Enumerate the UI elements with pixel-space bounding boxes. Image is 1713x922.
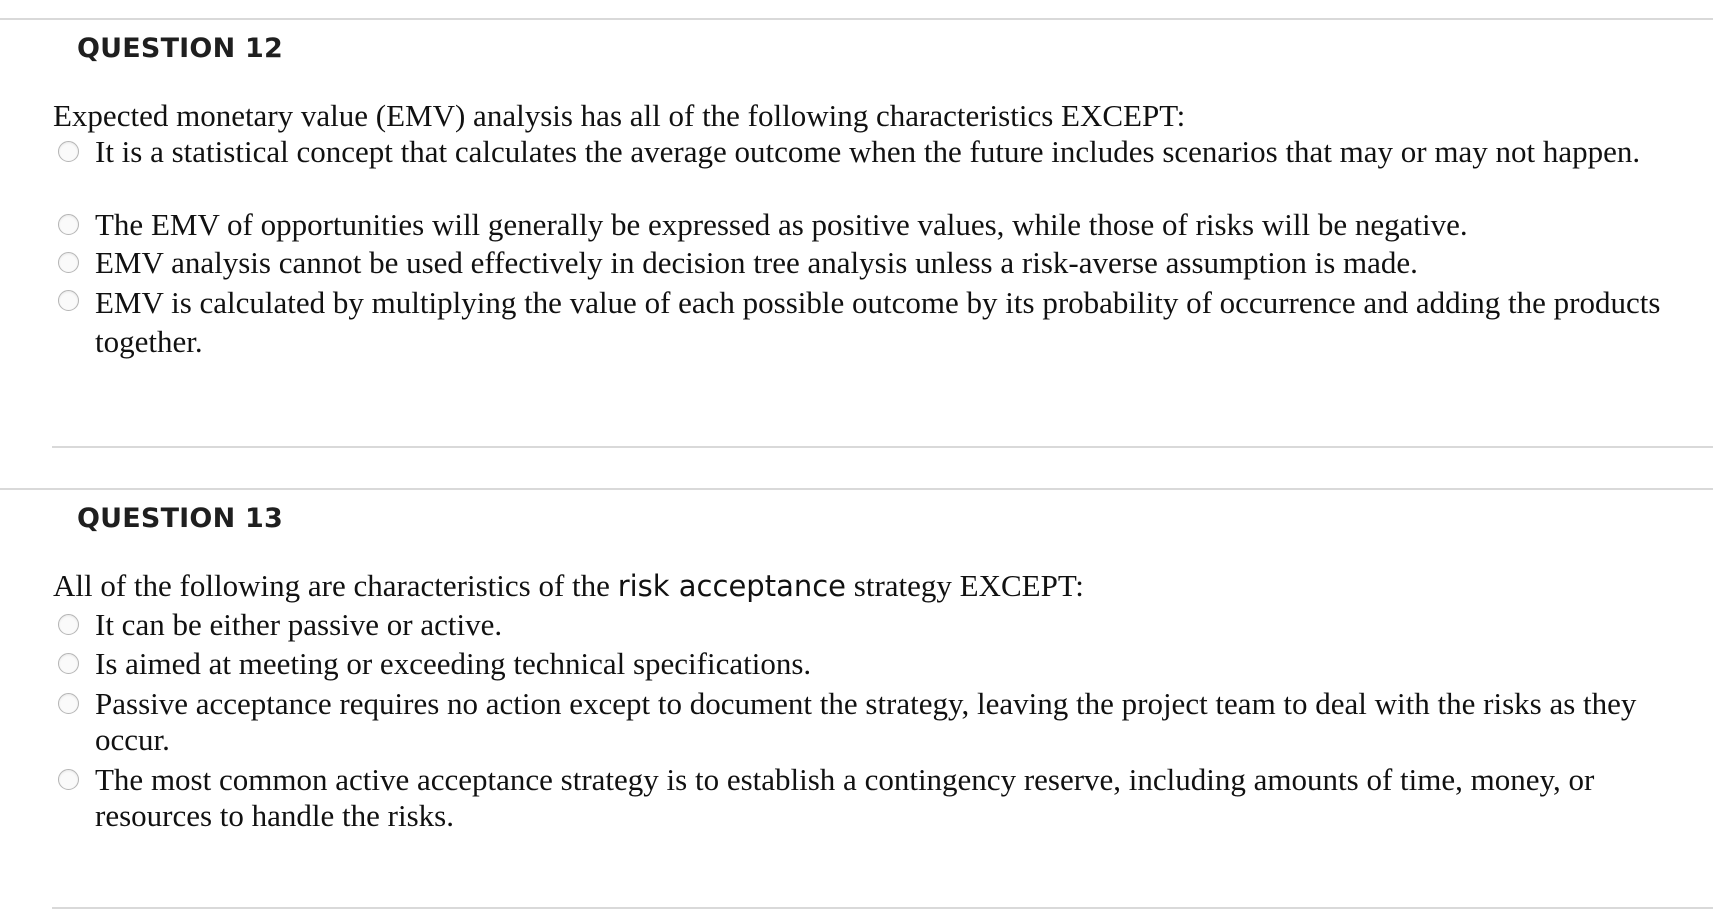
radio-button[interactable] (58, 653, 79, 674)
radio-button[interactable] (58, 214, 79, 235)
radio-button[interactable] (58, 290, 79, 311)
question-12-heading: QUESTION 12 (77, 33, 283, 64)
question-13-option-4[interactable] (53, 762, 1693, 834)
option-label: EMV analysis cannot be used effectively in decision tree analysis unless a risk-averse assumption is made. (95, 245, 1418, 280)
option-label: It can be either passive or active. (95, 607, 503, 642)
question-12-prompt-text: Expected monetary value (EMV) analysis has all of the following characteristics EXCEPT: (53, 98, 1186, 133)
question-13-option-1[interactable] (53, 607, 1693, 646)
question-12-option-1[interactable] (53, 134, 1693, 207)
question-13-top-divider (0, 488, 1713, 490)
option-label: The most common active acceptance strategy is to establish a contingency reserve, including amounts of time, money, or resources to handle the risks. (95, 762, 1595, 833)
question-13-options (53, 607, 1693, 834)
question-12-option-2[interactable] (53, 207, 1693, 245)
option-label: Is aimed at meeting or exceeding technical specifications. (95, 646, 812, 681)
question-12-options (53, 134, 1693, 361)
question-12-prompt (53, 98, 1185, 134)
radio-button[interactable] (58, 693, 79, 714)
radio-button[interactable] (58, 141, 79, 162)
question-13-option-2[interactable] (53, 646, 1693, 686)
top-divider (0, 18, 1713, 20)
question-13-heading: QUESTION 13 (77, 503, 283, 534)
question-13-prompt (53, 568, 1084, 604)
question-13-prompt-highlight: risk acceptance (617, 569, 847, 603)
question-12-option-4[interactable] (53, 283, 1693, 361)
option-label: Passive acceptance requires no action except to document the strategy, leaving the project team to deal with the risks as they occur. (95, 686, 1637, 757)
question-13-prompt-text-start: All of the following are characteristics of the (53, 568, 618, 603)
question-12-bottom-divider (52, 446, 1713, 448)
radio-button[interactable] (58, 769, 79, 790)
option-label: EMV is calculated by multiplying the value of each possible outcome by its probability of occurrence and adding the products together. (95, 285, 1661, 359)
question-12-option-3[interactable] (53, 245, 1693, 283)
radio-button[interactable] (58, 614, 79, 635)
question-13-option-3[interactable] (53, 686, 1693, 762)
question-13-prompt-text-end: strategy EXCEPT: (846, 568, 1084, 603)
option-label: It is a statistical concept that calculates the average outcome when the future includes scenarios that may or may not happen. (95, 134, 1641, 169)
option-label: The EMV of opportunities will generally be expressed as positive values, while those of risks will be negative. (95, 207, 1468, 242)
question-13-bottom-divider (52, 907, 1713, 909)
radio-button[interactable] (58, 252, 79, 273)
